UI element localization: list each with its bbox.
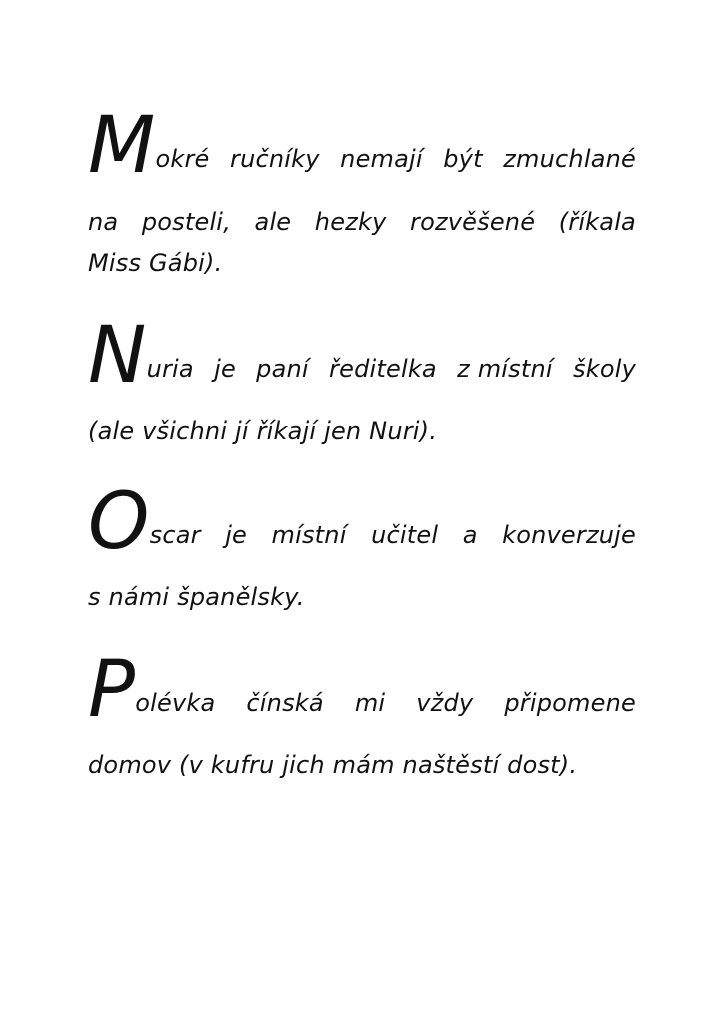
word: z místní: [457, 355, 553, 383]
word: a: [462, 521, 478, 549]
word: posteli,: [141, 208, 232, 236]
word: mi: [354, 689, 386, 717]
word: je: [214, 355, 236, 383]
word: zmuchlané: [503, 145, 636, 173]
word: ale: [254, 208, 292, 236]
word: konverzuje: [502, 521, 636, 549]
word: být: [443, 145, 483, 173]
first-word-rest: scar: [149, 521, 201, 549]
word: paní: [256, 355, 309, 383]
entry-o-line-1: [88, 476, 636, 567]
word: rozvěšené: [410, 208, 536, 236]
entry-m-line-1: [88, 100, 636, 191]
entry-n-first-word: [88, 311, 194, 401]
entry-p-first-word: [88, 645, 216, 735]
drop-cap: N: [88, 311, 147, 401]
word: místní: [271, 521, 347, 549]
entry-p-line-1: [88, 644, 636, 735]
word: na: [88, 208, 119, 236]
word: hezky: [314, 208, 387, 236]
word: čínská: [246, 689, 324, 717]
first-word-rest: okré: [155, 145, 210, 173]
entry-o-first-word: [88, 477, 201, 567]
word: školy: [573, 355, 636, 383]
word: připomene: [504, 689, 636, 717]
entry-p-line-2: domov (v kufru jich mám naštěstí dost).: [88, 751, 578, 779]
word: nemají: [340, 145, 423, 173]
word: ředitelka: [329, 355, 437, 383]
word: je: [225, 521, 248, 549]
word: ručníky: [230, 145, 320, 173]
entry-m-first-word: [88, 101, 210, 191]
word: vždy: [416, 689, 474, 717]
drop-cap: O: [88, 477, 150, 567]
entry-m-line-2: [88, 207, 636, 237]
entry-m-line-3: Miss Gábi).: [88, 249, 223, 277]
entry-o-line-2: s námi španělsky.: [88, 583, 305, 611]
entry-n-line-2: (ale všichni jí říkají jen Nuri).: [88, 417, 438, 445]
first-word-rest: olévka: [135, 689, 216, 717]
drop-cap: P: [88, 645, 136, 735]
drop-cap: M: [88, 101, 156, 191]
word: (říkala: [558, 208, 636, 236]
entry-n-line-1: [88, 310, 636, 401]
first-word-rest: uria: [146, 355, 194, 383]
word: učitel: [371, 521, 439, 549]
